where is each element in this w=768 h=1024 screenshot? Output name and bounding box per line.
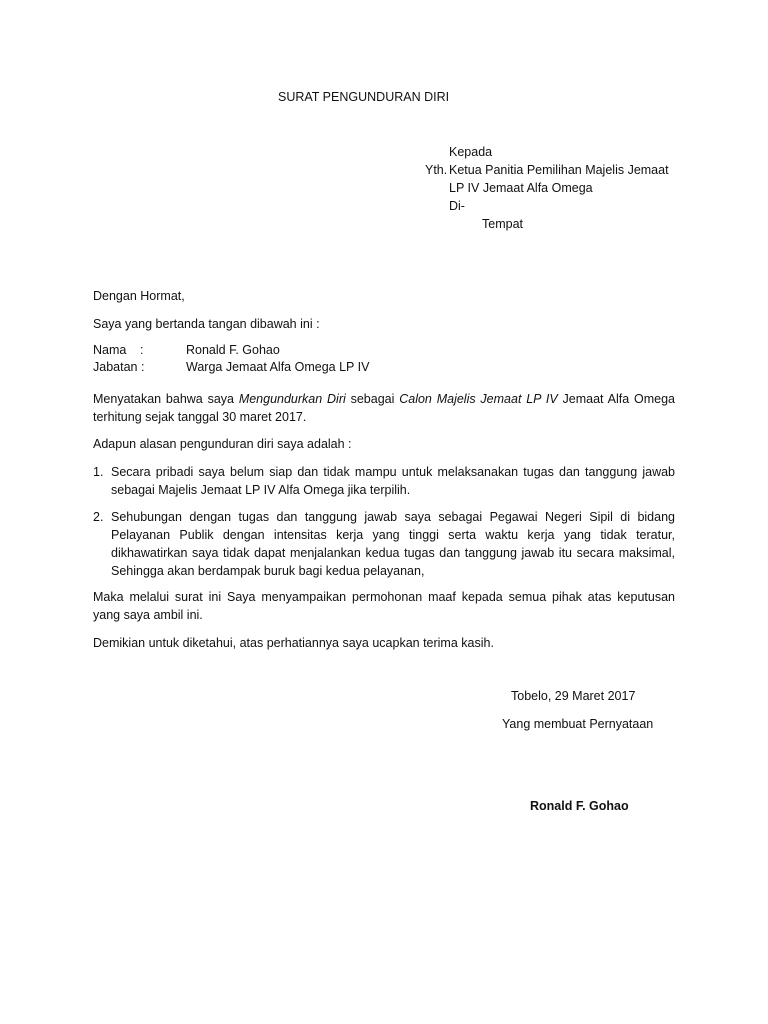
statement-part-3: sebagai xyxy=(345,392,400,406)
reason-2-number: 2. xyxy=(93,510,104,524)
statement-emphasis-position: Calon Majelis Jemaat LP IV xyxy=(399,392,558,406)
reason-2-text: Sehubungan dengan tugas dan tanggung jawab saya sebagai Pegawai Negeri Sipil di bidang Pelayanan Publik dengan intensitas kerja yang tinggi serta waktu kerja yang tidak teratur, dikhawatirkan saya tidak dapat menjalankan kedua tugas dan tanggung jawab itu secara maksimal, Sehingga akan berdampak buruk bagi kedua pelayanan, xyxy=(111,510,675,578)
recipient-kepada: Kepada xyxy=(449,145,493,159)
closing-thanks: Demikian untuk diketahui, atas perhatiannya saya ucapkan terima kasih. xyxy=(93,636,494,650)
nama-colon: : xyxy=(140,343,144,357)
closing-paragraph: Maka melalui surat ini Saya menyampaikan permohonan maaf kepada semua pihak atas keputusan yang saya ambil ini. xyxy=(93,590,675,622)
intro-line: Saya yang bertanda tangan dibawah ini : xyxy=(93,317,320,331)
document-title: SURAT PENGUNDURAN DIRI xyxy=(278,90,450,104)
signer-name: Ronald F. Gohao xyxy=(530,799,629,813)
nama-value: Ronald F. Gohao xyxy=(186,343,280,357)
recipient-line3: Di- xyxy=(449,199,465,213)
statement-part-1: Menyatakan bahwa saya xyxy=(93,392,239,406)
statement-emphasis-resign: Mengundurkan Diri xyxy=(238,392,346,406)
statement-part-5: Jemaat Alfa Omega terhitung sejak tanggal 30 maret 2017. xyxy=(93,392,676,424)
signer-title: Yang membuat Pernyataan xyxy=(502,717,654,731)
greeting: Dengan Hormat, xyxy=(93,289,185,303)
reasons-intro: Adapun alasan pengunduran diri saya adalah : xyxy=(93,437,352,451)
recipient-yth: Yth. xyxy=(425,163,448,177)
reason-1-number: 1. xyxy=(93,465,104,479)
reason-1-text: Secara pribadi saya belum siap dan tidak mampu untuk melaksanakan tugas dan tanggung jawab sebagai Majelis Jemaat LP IV Alfa Omega jika terpilih. xyxy=(111,465,675,497)
recipient-line1: Ketua Panitia Pemilihan Majelis Jemaat xyxy=(449,163,669,177)
place-date: Tobelo, 29 Maret 2017 xyxy=(511,689,636,703)
recipient-line4: Tempat xyxy=(482,217,523,231)
jabatan-label: Jabatan : xyxy=(93,360,145,374)
jabatan-value: Warga Jemaat Alfa Omega LP IV xyxy=(186,360,370,374)
recipient-line2: LP IV Jemaat Alfa Omega xyxy=(449,181,593,195)
statement-paragraph xyxy=(93,390,675,426)
nama-label: Nama xyxy=(93,343,127,357)
